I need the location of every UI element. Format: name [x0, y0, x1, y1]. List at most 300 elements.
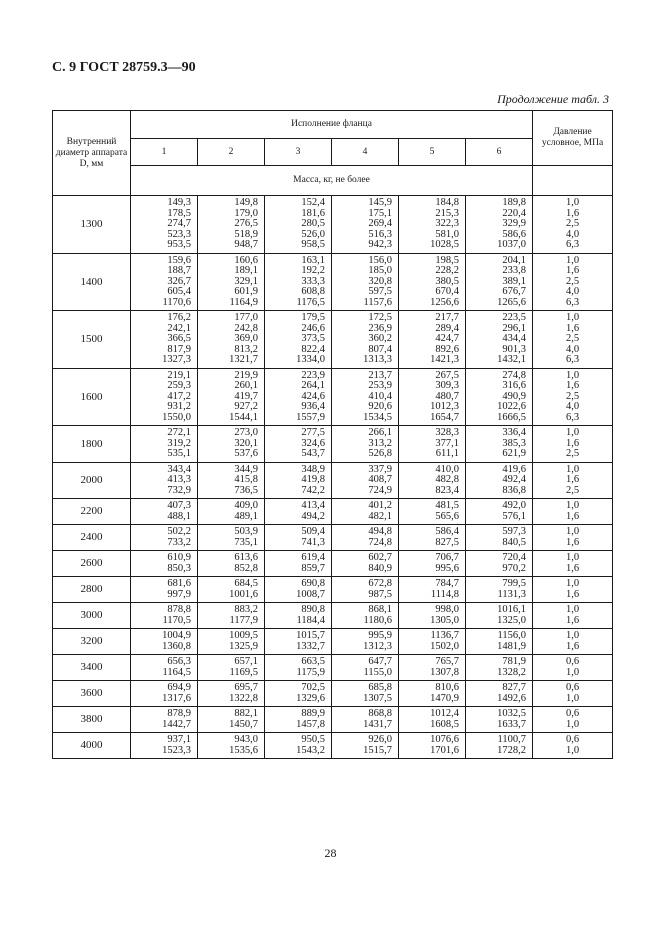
- mass-value: 605,4: [167, 286, 191, 297]
- pressure-value: 1,0: [565, 500, 580, 511]
- mass-value: 273,0: [234, 427, 258, 438]
- mass-value: 322,3: [435, 218, 459, 229]
- mass-value: 995,6: [435, 562, 459, 574]
- mass-cell: [332, 253, 399, 311]
- mass-value: 684,5: [234, 578, 258, 589]
- mass-value: 228,2: [435, 265, 459, 276]
- mass-value: 936,4: [301, 401, 325, 412]
- mass-cell: [332, 707, 399, 733]
- mass-cell: [399, 655, 466, 681]
- mass-value: 733,2: [167, 536, 191, 548]
- mass-cell: [399, 629, 466, 655]
- diameter-cell: 3600: [53, 681, 131, 707]
- pressure-value: 6,3: [565, 296, 580, 308]
- pressure-header: Давление условное, МПа: [533, 111, 613, 166]
- mass-value: 482,1: [368, 510, 392, 522]
- mass-cell: [131, 196, 198, 254]
- mass-cell: [131, 426, 198, 463]
- mass-value: 724,9: [368, 484, 392, 496]
- mass-value: 799,5: [502, 578, 527, 589]
- mass-value: 868,8: [368, 708, 392, 719]
- pressure-value: 4,0: [565, 401, 580, 412]
- pressure-value: 1,0: [565, 427, 580, 438]
- pressure-value: 1,6: [565, 437, 580, 449]
- mass-value: 246,6: [301, 322, 325, 334]
- mass-value: 535,1: [167, 448, 191, 459]
- pressure-value: 0,6: [565, 734, 580, 745]
- diameter-cell: 2000: [53, 462, 131, 499]
- table-row: [53, 629, 613, 655]
- mass-cell: [399, 426, 466, 463]
- mass-value: 647,7: [368, 656, 392, 667]
- diameter-cell: 1400: [53, 253, 131, 311]
- mass-cell: [198, 577, 265, 603]
- mass-value: 1502,0: [430, 640, 459, 652]
- mass-cell: [466, 311, 533, 369]
- mass-value: 840,9: [368, 562, 392, 574]
- pressure-value: 2,5: [565, 484, 580, 496]
- mass-value: 1544,1: [229, 411, 258, 423]
- mass-value: 223,9: [301, 369, 325, 381]
- pressure-value: 1,0: [565, 369, 580, 381]
- pressure-cell: [533, 655, 613, 681]
- mass-value: 1032,5: [497, 708, 527, 719]
- mass-value: 1334,0: [296, 354, 325, 365]
- mass-cell: [466, 603, 533, 629]
- mass-cell: [466, 462, 533, 499]
- pressure-value: 1,6: [565, 562, 580, 574]
- mass-cell: [332, 733, 399, 759]
- mass-cell: [466, 499, 533, 525]
- pressure-value: 1,6: [565, 640, 580, 652]
- mass-value: 736,5: [234, 484, 258, 496]
- mass-value: 277,5: [301, 427, 325, 438]
- mass-value: 1169,5: [229, 666, 258, 678]
- mass-cell: [399, 681, 466, 707]
- mass-value: 434,4: [502, 333, 527, 344]
- mass-value: 159,6: [167, 254, 191, 266]
- mass-value: 672,8: [368, 578, 392, 589]
- mass-value: 181,6: [301, 207, 325, 219]
- mass-value: 526,8: [368, 448, 392, 459]
- mass-cell: [466, 733, 533, 759]
- mass-value: 581,0: [435, 228, 459, 240]
- mass-value: 827,5: [435, 536, 459, 548]
- mass-value: 176,2: [167, 312, 191, 323]
- mass-cell: [198, 196, 265, 254]
- mass-value: 1177,9: [229, 614, 258, 626]
- pressure-value: 1,0: [565, 692, 580, 704]
- mass-value: 953,5: [167, 239, 191, 250]
- mass-cell: [131, 462, 198, 499]
- mass-value: 410,0: [435, 463, 459, 475]
- pressure-value: 1,6: [565, 322, 580, 334]
- mass-value: 409,0: [234, 500, 258, 511]
- mass-value: 1155,0: [363, 666, 392, 678]
- mass-value: 198,5: [435, 254, 459, 266]
- mass-cell: [198, 707, 265, 733]
- mass-cell: [332, 525, 399, 551]
- diameter-cell: 1300: [53, 196, 131, 254]
- mass-cell: [265, 499, 332, 525]
- table-row: [53, 525, 613, 551]
- mass-value: 488,1: [167, 510, 191, 522]
- mass-value: 185,0: [368, 265, 392, 276]
- mass-value: 329,1: [234, 275, 258, 287]
- mass-value: 215,3: [435, 207, 459, 219]
- continuation-note: Продолжение табл. 3: [497, 92, 609, 106]
- mass-value: 901,3: [502, 343, 527, 355]
- mass-cell: [265, 426, 332, 463]
- mass-cell: [265, 462, 332, 499]
- mass-value: 424,6: [301, 390, 325, 402]
- mass-value: 489,1: [234, 510, 258, 522]
- mass-value: 494,2: [301, 510, 325, 522]
- pressure-cell: [533, 253, 613, 311]
- pressure-value: 0,6: [565, 682, 580, 693]
- mass-cell: [399, 253, 466, 311]
- table-row: [53, 551, 613, 577]
- mass-cell: [265, 253, 332, 311]
- mass-value: 419,8: [301, 474, 325, 485]
- mass-cell: [265, 311, 332, 369]
- mass-header: Масса, кг, не более: [131, 166, 533, 196]
- mass-value: 1442,7: [162, 718, 191, 730]
- mass-value: 1184,4: [296, 614, 325, 626]
- mass-value: 313,2: [368, 437, 392, 449]
- mass-value: 1100,7: [497, 734, 527, 745]
- page-number: 28: [324, 846, 337, 860]
- mass-value: 289,4: [435, 322, 459, 334]
- mass-value: 319,2: [167, 437, 191, 449]
- mass-value: 1535,6: [229, 744, 258, 756]
- mass-value: 1523,3: [162, 744, 191, 756]
- mass-cell: [198, 462, 265, 499]
- mass-value: 1136,7: [430, 630, 459, 641]
- pressure-value: 1,6: [565, 588, 580, 600]
- mass-value: 389,1: [502, 275, 527, 287]
- mass-value: 1170,5: [162, 614, 191, 626]
- table-row: [53, 368, 613, 426]
- mass-value: 163,1: [301, 254, 325, 266]
- pressure-cell: [533, 525, 613, 551]
- mass-value: 611,1: [435, 448, 459, 459]
- diameter-cell: 1500: [53, 311, 131, 369]
- mass-value: 320,8: [368, 275, 392, 287]
- mass-value: 1728,2: [497, 744, 527, 756]
- mass-value: 827,7: [502, 682, 527, 693]
- mass-value: 259,3: [167, 380, 191, 391]
- mass-cell: [399, 707, 466, 733]
- mass-value: 995,9: [368, 630, 392, 641]
- mass-value: 1157,6: [363, 296, 392, 308]
- mass-cell: [265, 368, 332, 426]
- mass-value: 415,8: [234, 474, 258, 485]
- mass-value: 204,1: [502, 254, 527, 266]
- mass-value: 883,2: [234, 604, 258, 615]
- mass-value: 253,9: [368, 380, 392, 391]
- mass-cell: [466, 655, 533, 681]
- mass-cell: [131, 311, 198, 369]
- mass-value: 149,3: [167, 197, 191, 208]
- mass-value: 608,8: [301, 286, 325, 297]
- mass-value: 348,9: [301, 463, 325, 475]
- mass-value: 516,3: [368, 228, 392, 240]
- pressure-value: 1,0: [565, 254, 580, 266]
- mass-value: 836,8: [502, 484, 527, 496]
- mass-value: 1028,5: [430, 239, 459, 250]
- mass-value: 236,9: [368, 322, 392, 334]
- mass-value: 850,3: [167, 562, 191, 574]
- mass-value: 408,7: [368, 474, 392, 485]
- mass-value: 1481,9: [497, 640, 527, 652]
- pressure-value: 1,0: [565, 526, 580, 537]
- mass-value: 509,4: [301, 526, 325, 537]
- mass-cell: [399, 499, 466, 525]
- diameter-cell: 3200: [53, 629, 131, 655]
- diameter-cell: 1800: [53, 426, 131, 463]
- mass-value: 943,0: [234, 734, 258, 745]
- mass-value: 1328,2: [497, 666, 527, 678]
- mass-value: 482,8: [435, 474, 459, 485]
- mass-value: 732,9: [167, 484, 191, 496]
- mass-value: 213,7: [368, 369, 392, 381]
- mass-value: 407,3: [167, 500, 191, 511]
- mass-value: 401,2: [368, 500, 392, 511]
- mass-value: 706,7: [435, 552, 459, 563]
- mass-value: 260,1: [234, 380, 258, 391]
- mass-cell: [265, 603, 332, 629]
- mass-value: 296,1: [502, 322, 527, 334]
- mass-value: 267,5: [435, 369, 459, 381]
- pressure-value: 1,0: [565, 197, 580, 208]
- diameter-cell: 2600: [53, 551, 131, 577]
- mass-value: 1307,8: [430, 666, 459, 678]
- mass-cell: [332, 426, 399, 463]
- diameter-cell: 1600: [53, 368, 131, 426]
- pressure-value: 2,5: [565, 218, 580, 229]
- mass-value: 380,5: [435, 275, 459, 287]
- pressure-value: 1,6: [565, 614, 580, 626]
- mass-value: 1265,6: [497, 296, 527, 308]
- table-row: [53, 681, 613, 707]
- pressure-value: 4,0: [565, 286, 580, 297]
- pressure-value: 1,0: [565, 552, 580, 563]
- mass-value: 657,1: [234, 656, 258, 667]
- mass-value: 987,5: [368, 588, 392, 600]
- mass-cell: [332, 655, 399, 681]
- mass-value: 958,5: [301, 239, 325, 250]
- diameter-cell: 3000: [53, 603, 131, 629]
- mass-value: 223,5: [502, 312, 527, 323]
- mass-value: 702,5: [301, 682, 325, 693]
- mass-value: 1012,4: [430, 708, 459, 719]
- mass-value: 184,8: [435, 197, 459, 208]
- mass-value: 817,9: [167, 343, 191, 355]
- mass-value: 220,4: [502, 207, 527, 219]
- pressure-value: 2,5: [565, 333, 580, 344]
- mass-value: 937,1: [167, 734, 191, 745]
- mass-value: 219,9: [234, 369, 258, 381]
- mass-value: 1313,3: [363, 354, 392, 365]
- mass-value: 781,9: [502, 656, 527, 667]
- mass-cell: [332, 681, 399, 707]
- mass-value: 233,8: [502, 265, 527, 276]
- execution-number: 6: [466, 139, 533, 166]
- pressure-value: 1,0: [565, 666, 580, 678]
- mass-cell: [198, 311, 265, 369]
- mass-cell: [399, 603, 466, 629]
- mass-cell: [332, 551, 399, 577]
- mass-cell: [466, 525, 533, 551]
- mass-cell: [198, 551, 265, 577]
- mass-value: 1325,0: [497, 614, 527, 626]
- mass-value: 942,3: [368, 239, 392, 250]
- mass-value: 175,1: [368, 207, 392, 219]
- table-row: [53, 311, 613, 369]
- mass-value: 333,3: [301, 275, 325, 287]
- mass-cell: [131, 525, 198, 551]
- mass-value: 1001,6: [229, 588, 258, 600]
- mass-value: 784,7: [435, 578, 459, 589]
- mass-cell: [332, 462, 399, 499]
- mass-value: 494,8: [368, 526, 392, 537]
- mass-value: 1015,7: [296, 630, 325, 641]
- mass-value: 926,0: [368, 734, 392, 745]
- mass-cell: [466, 577, 533, 603]
- mass-cell: [198, 629, 265, 655]
- mass-value: 242,8: [234, 322, 258, 334]
- mass-value: 868,1: [368, 604, 392, 615]
- mass-value: 813,2: [234, 343, 258, 355]
- mass-value: 613,6: [234, 552, 258, 563]
- mass-cell: [399, 462, 466, 499]
- mass-value: 188,7: [167, 265, 191, 276]
- mass-cell: [332, 368, 399, 426]
- mass-value: 765,7: [435, 656, 459, 667]
- mass-value: 377,1: [435, 437, 459, 449]
- mass-value: 526,0: [301, 228, 325, 240]
- mass-value: 1321,7: [229, 354, 258, 365]
- mass-value: 1307,5: [363, 692, 392, 704]
- mass-value: 889,9: [301, 708, 325, 719]
- mass-value: 602,7: [368, 552, 392, 563]
- mass-value: 970,2: [502, 562, 527, 574]
- mass-cell: [198, 426, 265, 463]
- table-row: [53, 655, 613, 681]
- mass-value: 741,3: [301, 536, 325, 548]
- mass-value: 523,3: [167, 228, 191, 240]
- mass-value: 892,6: [435, 343, 459, 355]
- mass-value: 920,6: [368, 401, 392, 412]
- mass-value: 1550,0: [162, 411, 191, 423]
- mass-value: 576,1: [502, 510, 527, 522]
- mass-cell: [198, 368, 265, 426]
- mass-value: 890,8: [301, 604, 325, 615]
- mass-value: 480,7: [435, 390, 459, 402]
- mass-value: 373,5: [301, 333, 325, 344]
- mass-value: 219,1: [167, 369, 191, 381]
- table-row: [53, 707, 613, 733]
- mass-value: 178,5: [167, 207, 191, 219]
- mass-value: 172,5: [368, 312, 392, 323]
- page-header: С. 9 ГОСТ 28759.3—90: [52, 60, 196, 75]
- pressure-value: 1,6: [565, 380, 580, 391]
- mass-value: 1457,8: [296, 718, 325, 730]
- mass-value: 619,4: [301, 552, 325, 563]
- mass-value: 269,4: [368, 218, 392, 229]
- mass-value: 177,0: [234, 312, 258, 323]
- mass-value: 274,8: [502, 369, 527, 381]
- mass-cell: [466, 426, 533, 463]
- pressure-cell: [533, 499, 613, 525]
- mass-value: 320,1: [234, 437, 258, 449]
- mass-cell: [265, 525, 332, 551]
- mass-value: 998,0: [435, 604, 459, 615]
- mass-cell: [131, 253, 198, 311]
- mass-cell: [399, 311, 466, 369]
- mass-value: 1008,7: [296, 588, 325, 600]
- diameter-cell: 2400: [53, 525, 131, 551]
- pressure-value: 1,0: [565, 630, 580, 641]
- mass-value: 597,3: [502, 526, 527, 537]
- mass-cell: [466, 551, 533, 577]
- mass-value: 336,4: [502, 427, 527, 438]
- mass-value: 1156,0: [497, 630, 527, 641]
- mass-value: 685,8: [368, 682, 392, 693]
- mass-cell: [399, 196, 466, 254]
- execution-number: 4: [332, 139, 399, 166]
- pressure-cell: [533, 733, 613, 759]
- mass-value: 156,0: [368, 254, 392, 266]
- mass-value: 343,4: [167, 463, 191, 475]
- pressure-value: 1,0: [565, 463, 580, 475]
- mass-value: 1176,5: [296, 296, 325, 308]
- mass-cell: [399, 733, 466, 759]
- mass-value: 242,1: [167, 322, 191, 334]
- mass-value: 419,7: [234, 390, 258, 402]
- pressure-value: 6,3: [565, 354, 580, 365]
- mass-table: [52, 110, 613, 759]
- mass-value: 720,4: [502, 552, 527, 563]
- mass-value: 742,2: [301, 484, 325, 496]
- mass-value: 878,9: [167, 708, 191, 719]
- table-row: [53, 426, 613, 463]
- mass-value: 1666,5: [497, 411, 527, 423]
- table-row: [53, 462, 613, 499]
- mass-value: 690,8: [301, 578, 325, 589]
- mass-value: 1175,9: [296, 666, 325, 678]
- mass-cell: [265, 707, 332, 733]
- mass-value: 369,0: [234, 333, 258, 344]
- pressure-cell: [533, 681, 613, 707]
- mass-value: 1633,7: [497, 718, 527, 730]
- mass-cell: [332, 311, 399, 369]
- mass-value: 413,3: [167, 474, 191, 485]
- mass-value: 324,6: [301, 437, 325, 449]
- mass-cell: [265, 577, 332, 603]
- pressure-value: 1,6: [565, 474, 580, 485]
- pressure-value: 1,6: [565, 207, 580, 219]
- mass-cell: [131, 733, 198, 759]
- mass-cell: [265, 681, 332, 707]
- mass-value: 274,7: [167, 218, 191, 229]
- mass-value: 694,9: [167, 682, 191, 693]
- pressure-cell: [533, 196, 613, 254]
- mass-value: 670,4: [435, 286, 459, 297]
- mass-value: 1325,9: [229, 640, 258, 652]
- diameter-cell: 2200: [53, 499, 131, 525]
